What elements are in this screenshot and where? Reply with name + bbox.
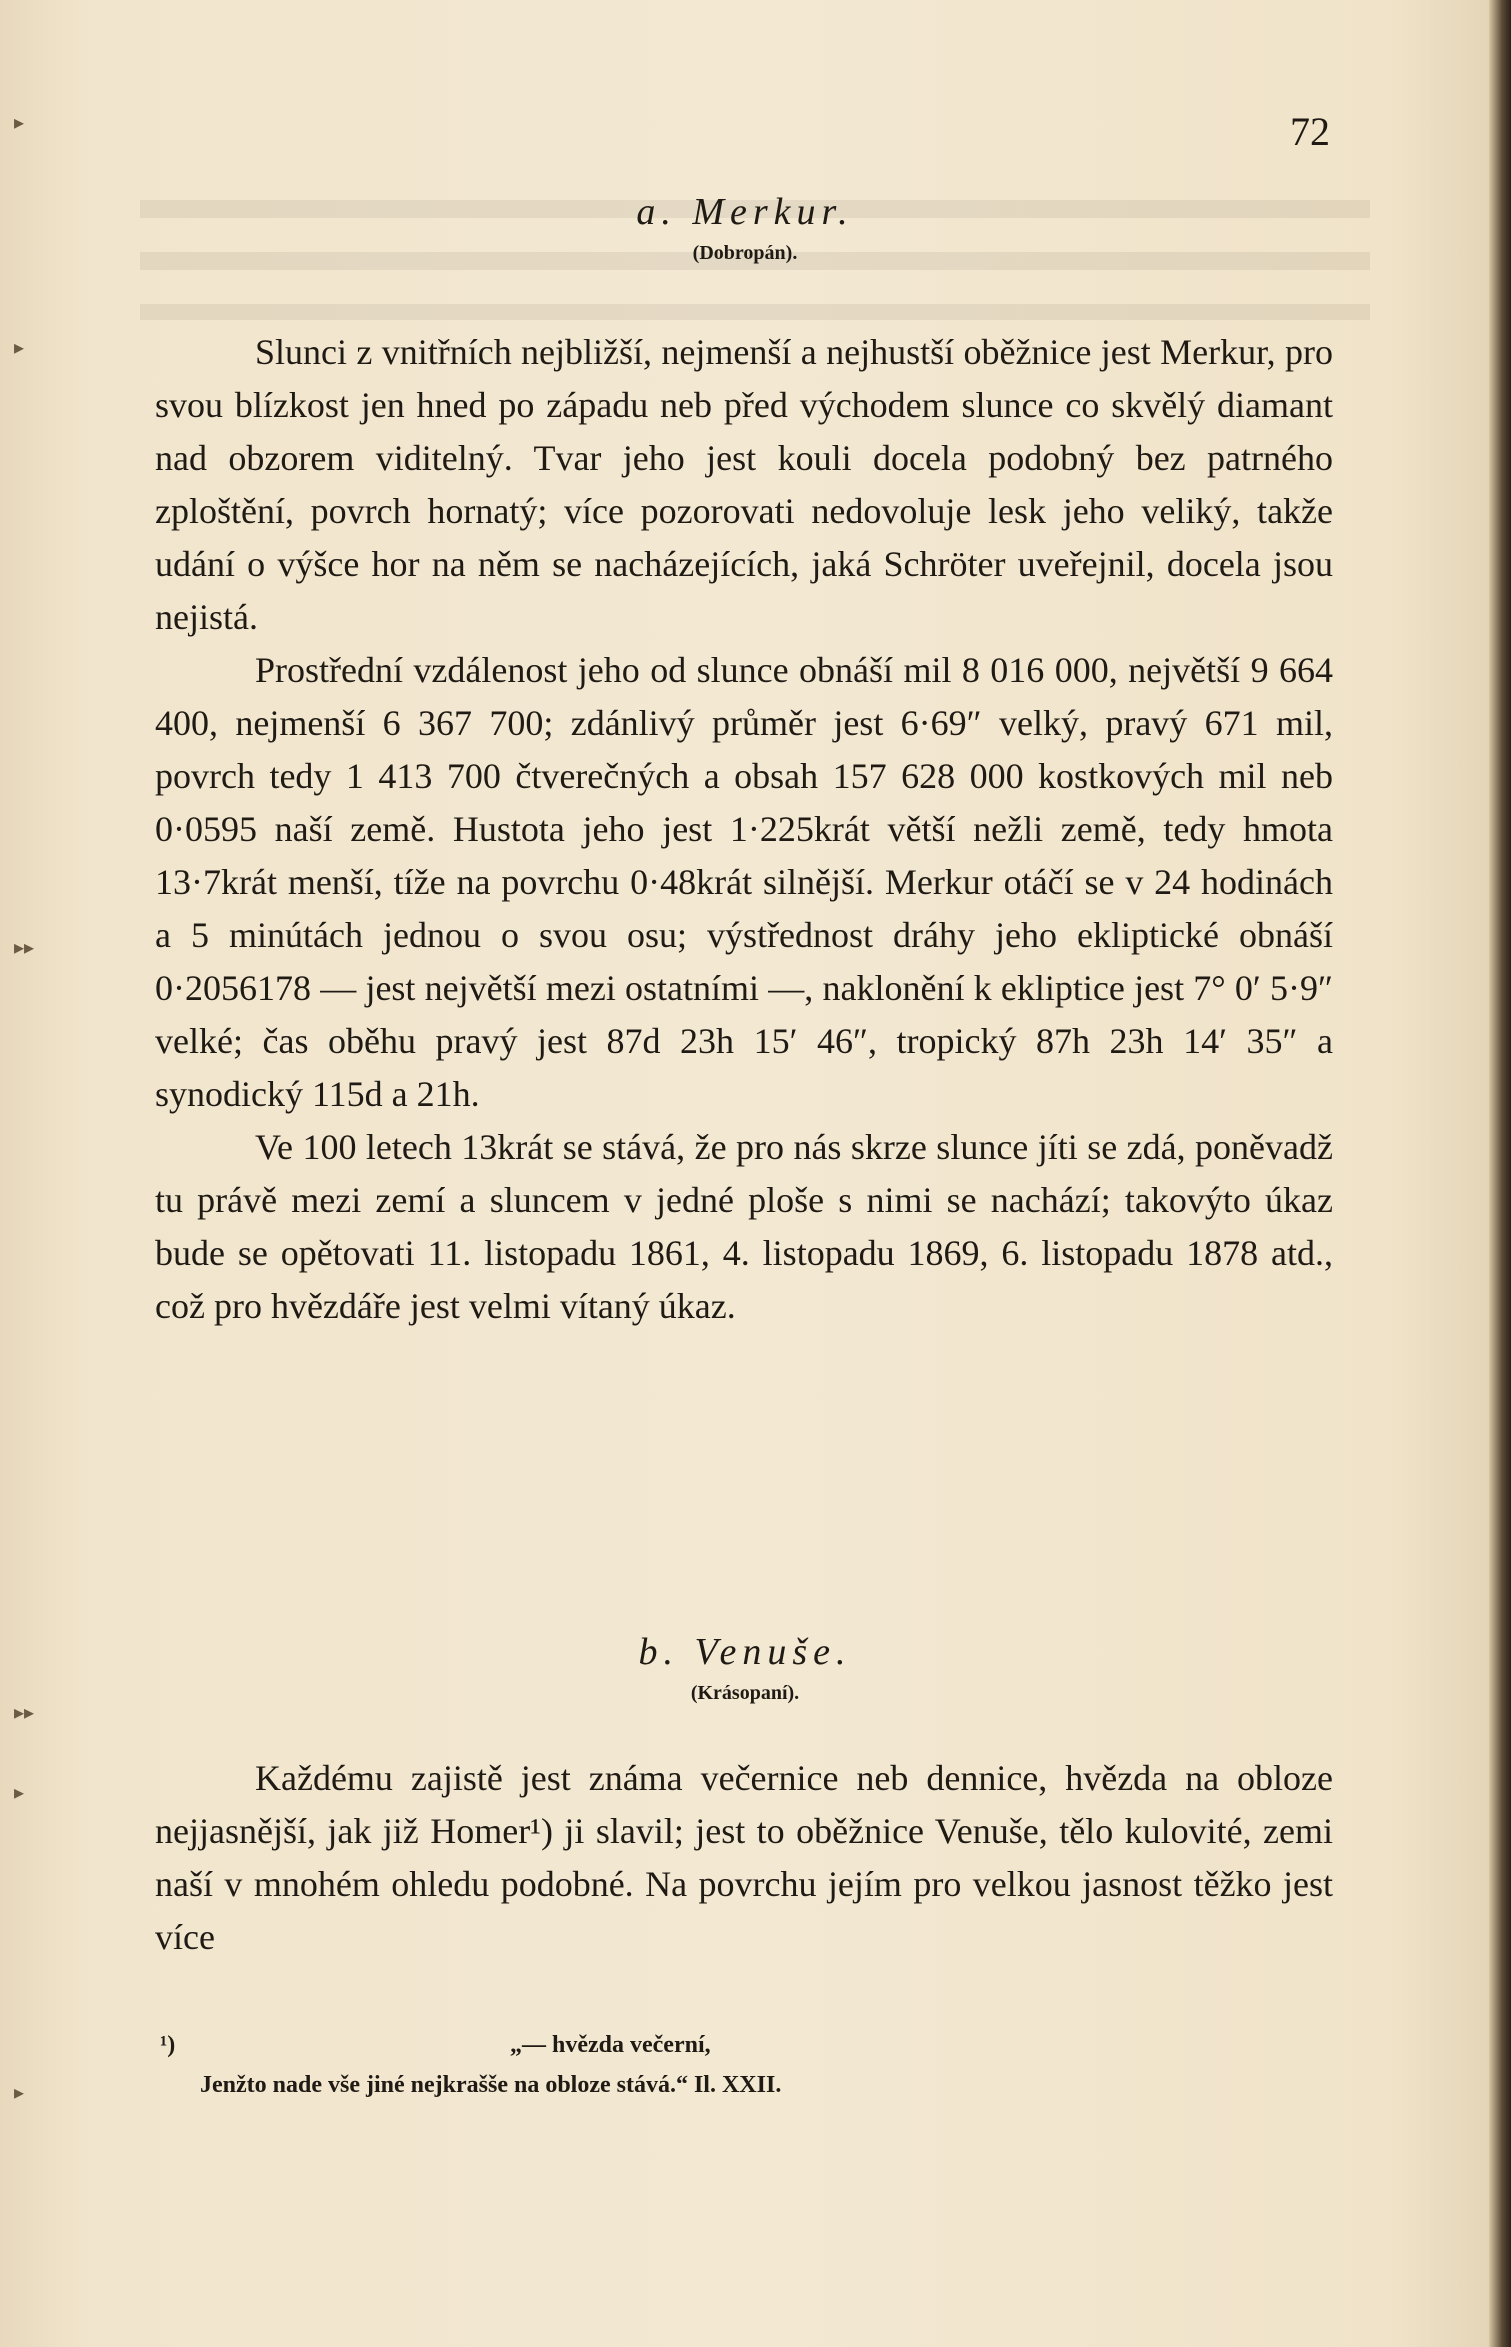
paragraph: Slunci z vnitřních nejbližší, nejmenší a nejhustší oběžnice jest Merkur, pro svou blízkost jen hned po západu neb před východem slunce co skvělý diamant nad obzorem viditelný. Tvar jeho jest kouli docela podobný bez patrného zploštění, povrch hornatý; více pozorovati nedovoluje lesk jeho veliký, takže udání o výšce hor na něm se nacházejících, jaká Schröter uveřejnil, docela jsou nejistá.	[155, 332, 1333, 637]
page-number: 72	[1290, 109, 1330, 154]
section-body-merkur	[155, 326, 1333, 1333]
footnote-number: ¹)	[160, 2032, 176, 2058]
section-heading-venuse	[150, 1630, 1340, 1705]
section-title: b. Venuše.	[638, 1631, 852, 1673]
footnote-line: Jenžto nade vše jiné nejkrašše na obloze stává.“ Il. XXII.	[200, 2072, 782, 2098]
margin-mark: ▸	[14, 2080, 25, 2104]
margin-mark: ▸	[14, 1780, 25, 1804]
paragraph: Ve 100 letech 13krát se stává, že pro nás skrze slunce jíti se zdá, poněvadž tu právě mezi zemí a sluncem v jedné ploše s nimi se nachází; takovýto úkaz bude se opětovati 11. listopadu 1861, 4. listopadu 1869, 6. listopadu 1878 atd., což pro hvězdáře jest velmi vítaný úkaz.	[155, 1127, 1333, 1326]
margin-mark: ▸	[14, 335, 25, 359]
paragraph: Každému zajistě jest známa večernice neb dennice, hvězda na obloze nejjasnější, jak již Homer¹) ji slavil; jest to oběžnice Venuše, tělo kulovité, zemi naší v mnohém ohledu podobné. Na povrchu jejím pro velkou jasnost těžko jest více	[155, 1758, 1333, 1957]
margin-mark: ▸	[14, 110, 25, 134]
section-subtitle: (Krásopaní).	[690, 1682, 800, 1704]
margin-mark: ▸▸	[14, 1700, 35, 1724]
section-heading-merkur	[150, 190, 1340, 265]
footnote-line: „— hvězda večerní,	[510, 2032, 711, 2058]
section-body-venuse	[155, 1752, 1333, 1964]
page-spine-shadow	[1489, 0, 1511, 2347]
margin-mark: ▸▸	[14, 935, 35, 959]
section-title: a. Merkur.	[636, 191, 854, 233]
footnote	[155, 2025, 1333, 2105]
section-subtitle: (Dobropán).	[692, 242, 798, 264]
paragraph: Prostřední vzdálenost jeho od slunce obnáší mil 8 016 000, největší 9 664 400, nejmenší 6 367 700; zdánlivý průměr jest 6·69″ velký, pravý 671 mil, povrch tedy 1 413 700 čtverečných a obsah 157 628 000 kostkových mil neb 0·0595 naší země. Hustota jeho jest 1·225krát větší nežli země, tedy hmota 13·7krát menší, tíže na povrchu 0·48krát silnější. Merkur otáčí se v 24 hodinách a 5 minútách jednou o svou osu; výstřednost dráhy jeho ekliptické obnáší 0·2056178 — jest největší mezi ostatními —, naklonění k ekliptice jest 7° 0′ 5·9″ velké; čas oběhu pravý jest 87d 23h 15′ 46″, tropický 87h 23h 14′ 35″ a synodický 115d a 21h.	[155, 650, 1333, 1114]
